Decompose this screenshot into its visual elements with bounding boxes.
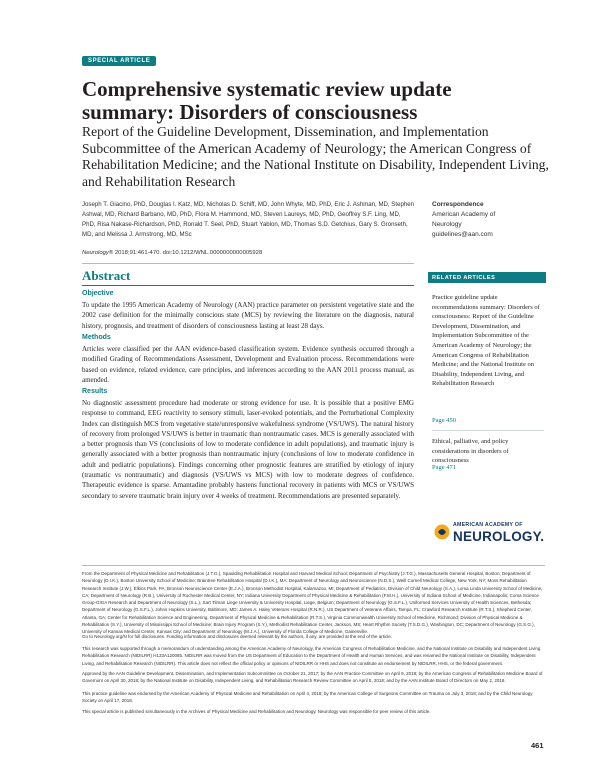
page-number: 461 bbox=[531, 741, 544, 750]
approval-note: Approved by the AAN Guideline Development, Dissemination, and Implementation Subcommittee on October 21, 2017; by the AAN Practice Committee on April 9, 2018; by the American Congress of Rehabilitation Medicine Board of Governors on April 30, 2018; by the National Institute on Disability, Independent Living, and Rehabilitation Research Review Committee on April 5, 2018; and by the AAN Institute Board of Directors on May 2, 2018. bbox=[82, 671, 543, 684]
abstract-divider bbox=[82, 285, 414, 286]
correspondence-block bbox=[432, 200, 542, 240]
related-divider bbox=[432, 430, 544, 431]
results-heading: Results bbox=[82, 388, 108, 395]
logo-text-small: AMERICAN ACADEMY OF bbox=[453, 522, 523, 528]
related-articles-heading: RELATED ARTICLES bbox=[428, 272, 546, 283]
footnote-divider bbox=[82, 565, 545, 566]
journal-name: Neurology bbox=[82, 250, 109, 256]
correspondence-email[interactable]: guidelines@aan.com bbox=[432, 231, 493, 238]
article-type-badge: SPECIAL ARTICLE bbox=[82, 56, 156, 66]
title-line-1: Comprehensive systematic review update bbox=[82, 77, 452, 101]
methods-text: Articles were classified per the AAN evidence-based classification system. Evidence synthesis occurred through a modified Grading of Recommendations Assessment, Development and Evaluation process. Recommendations were based on evidence, related evidence, care principles, and inferences according to the AAN 2011 process manual, as amended. bbox=[82, 345, 414, 384]
citation-details: ® 2018;91:461-470. doi:10.1212/WNL.0000000000005928 bbox=[108, 250, 263, 256]
correspondence-heading: Correspondence bbox=[432, 201, 484, 208]
objective-heading: Objective bbox=[82, 290, 114, 297]
logo-text-large: NEUROLOGY. bbox=[453, 529, 545, 544]
special-article-note: This special article is published simultaneously in the Archives of Physical Medicine and Rehabilitation and Neurology. Neurology was responsible for peer review of this article. bbox=[82, 709, 431, 714]
related-article-page[interactable]: Page 450 bbox=[432, 417, 457, 424]
article-title bbox=[82, 78, 552, 124]
correspondence-line: American Academy of bbox=[432, 211, 496, 218]
author-list: Joseph T. Giacino, PhD, Douglas I. Katz, MD, Nicholas D. Schiff, MD, John Whyte, MD, PhD, Eric J. Ashman, MD, Stephen Ashwal, MD, Richard Barbano, MD, PhD, Flora M. Hammond, MD, Steven Laureys, MD, PhD, Geoffrey S.F. Ling, MD, PhD, Risa Nakase-Richardson, PhD, Ronald T. Seel, PhD, Stuart Yablon, MD, Thomas S.D. Getchius, Gary S. Gronseth, MD, and Melissa J. Armstrong, MD, MSc bbox=[82, 201, 415, 238]
correspondence-line: Neurology bbox=[432, 221, 462, 228]
title-line-2: summary: Disorders of consciousness bbox=[82, 100, 418, 124]
abstract-title: Abstract bbox=[82, 268, 131, 283]
support-note: This research was supported through a memorandum of understanding among the American Academy of Neurology, the American Congress of Rehabilitation Medicine, and the National Institute on Disability and Independent Living Rehabilitation Research (NIDILRR) H133A120085. NIDILRR was moved from the US Department of Education to the Department of Health and Human Services, and was renamed the National Institute on Disability, Independent Living, and Rehabilitation Research (NIDILRR). This article does not reflect the official policy or opinions of NIDILRR or HHS and does not constitute an endorsement by NIDILRR, HHS, or the federal government. bbox=[82, 646, 541, 666]
methods-heading: Methods bbox=[82, 334, 111, 341]
related-article-title[interactable]: Ethical, palliative, and policy considerations in disorders of consciousness bbox=[432, 438, 509, 465]
related-article-title[interactable]: Practice guideline update recommendations summary: Disorders of consciousness: Report of the Guideline Development, Dissemination, and Implementation Subcommittee of the American Academy of Neurology; the American Congress of Rehabilitation Medicine; and the National Institute on Disability, Independent Living, and Rehabilitation Research bbox=[432, 294, 540, 388]
related-article-page[interactable]: Page 471 bbox=[432, 464, 457, 471]
header-divider bbox=[82, 263, 414, 264]
funding-note: Go to Neurology.org/N for full disclosures. Funding information and disclosures deemed relevant by the authors, if any, are provided at the end of the article. bbox=[82, 634, 393, 639]
results-text: No diagnostic assessment procedure had moderate or strong evidence for use. It is possible that a positive EMG response to command, EEG reactivity to sensory stimuli, laser-evoked potentials, and the Perturbational Complexity Index can distinguish MCS from vegetative state/unresponsive wakefulness syndrome (VS/UWS). The natural history of recovery from prolonged VS/UWS is better in traumatic than nontraumatic cases. MCS is generally associated with a better prognosis than VS (conclusions of low to moderate confidence in adult populations), and traumatic injury is generally associated with a better prognosis than nontraumatic injury (conclusions of low to moderate confidence in adult and pediatric populations). Findings concerning other prognostic features are stratified by etiology of injury (traumatic vs nontraumatic) and diagnosis (VS/UWS vs MCS) with low to moderate degrees of confidence. Therapeutic evidence is sparse. Amantadine probably hastens functional recovery in patients with MCS or VS/UWS secondary to severe traumatic brain injury over 4 weeks of treatment. Recommendations are presented separately. bbox=[82, 399, 414, 500]
affiliations: From the Department of Physical Medicine and Rehabilitation (J.T.G.), Spaulding Rehabilitation Hospital and Harvard Medical School; Department of Psychiatry (J.T.G.), Massachusetts General Hospital, Boston; Department of Neurology (D.I.K.), Boston University School of Medicine; Braintree Rehabilitation Hospital (D.I.K.), MA; Department of Neurology and Neuroscience (N.D.S.), Weill Cornell Medical College, New York, NY; Moss Rehabilitation Research Institute (J.W.), Elkins Park, PA; Bronson Neuroscience Center (E.J.A.), Bronson Methodist Hospital, Kalamazoo, MI; Department of Pediatrics, Division of Child Neurology (S.A.), Loma Linda University School of Medicine, CA; Department of Neurology (R.B.), University of Rochester Medical Center, NY; Indiana University Department of Physical Medicine & Rehabilitation (F.M.H.), University of Indiana School of Medicine, Indianapolis; Coma Science Group-GIGA Research and Department of Neurology (S.L.), Sart Tilman Liege University & University Hospital, Liege, Belgium; Department of Neurology (G.S.F.L.), Uniformed Services University of Health Sciences, Bethesda; Department of Neurology (G.S.F.L.), Johns Hopkins University, Baltimore, MD; James A. Haley Veterans Hospital (R.N.R.), US Department of Veterans Affairs, Tampa, FL; Crawford Research Institute (R.T.S.), Shepherd Center, Atlanta, GA; Center for Rehabilitation Science and Engineering, Department of Physical Medicine & Rehabilitation (R.T.S.), Virginia Commonwealth University School of Medicine, Richmond; Division of Physical Medicine & Rehabilitation (S.Y.), University of Mississippi School of Medicine; Brain Injury Program (S.Y.), Methodist Rehabilitation Center, Jackson, MS; Heart Rhythm Society (T.S.D.G.), Washington, DC; Department of Neurology (G.S.G.), University of Kansas Medical Center, Kansas City; and Department of Neurology (M.J.A.), University of Florida College of Medicine, Gainesville. bbox=[82, 571, 543, 635]
article-subtitle: Report of the Guideline Development, Dissemination, and Implementation Subcommittee of the American Academy of Neurology; the American Congress of Rehabilitation Medicine; and the National Institute on Disability, Independent Living, and Rehabilitation Research bbox=[82, 124, 549, 189]
endorsement-note: This practice guideline was endorsed by the American Academy of Physical Medicine and Rehabilitation on April 4, 2018; by the American College of Surgeons Committee on Trauma on July 3, 2018; and by the Child Neurology Society on April 17, 2018. bbox=[82, 691, 533, 704]
citation bbox=[82, 250, 414, 256]
objective-text: To update the 1995 American Academy of Neurology (AAN) practice parameter on persistent vegetative state and the 2002 case definition for the minimally conscious state (MCS) by reviewing the literature on the diagnosis, natural history, prognosis, and treatment of disorders of consciousness lasting at least 28 days. bbox=[82, 301, 414, 330]
